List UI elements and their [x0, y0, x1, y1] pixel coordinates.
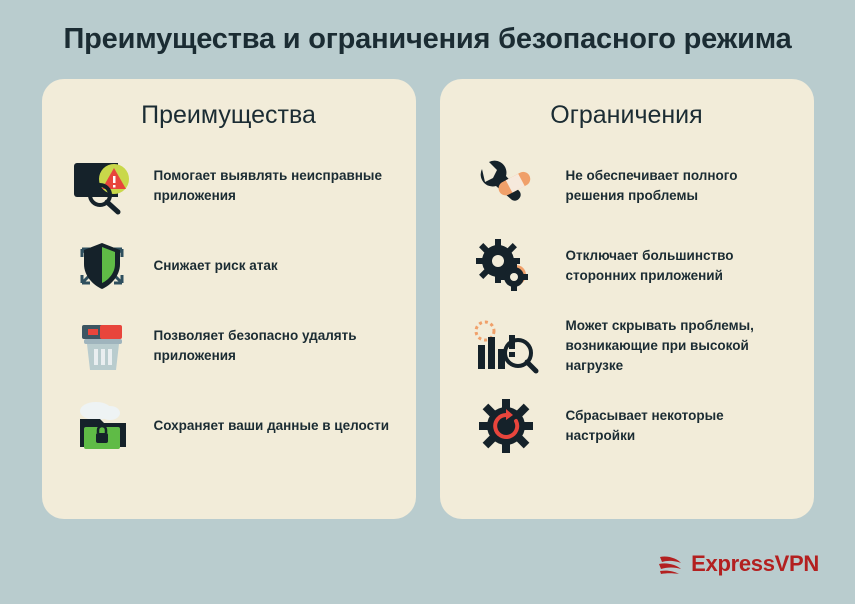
list-item-label: Позволяет безопасно удалять приложения [153, 328, 357, 363]
list-item [466, 386, 788, 466]
gear-reset-icon [466, 393, 548, 459]
warning-laptop-magnifier-icon [68, 153, 146, 219]
limitations-heading: Ограничения [550, 100, 703, 129]
gears-icon [466, 233, 548, 299]
shield-arrows-icon [68, 233, 146, 299]
benefits-card [42, 79, 416, 519]
list-item-label: Сбрасывает некоторые настройки [565, 408, 724, 443]
limitations-card [440, 79, 814, 519]
list-item-label: Не обеспечивает полного решения проблемы [565, 168, 738, 203]
list-item [68, 386, 390, 466]
expressvpn-logo-icon [656, 550, 684, 578]
wrench-bandage-icon [466, 153, 548, 219]
list-item-label: Помогает выявлять неисправные приложения [153, 168, 382, 203]
list-item [68, 146, 390, 226]
trash-bin-icon [68, 313, 146, 379]
benefits-list [68, 146, 390, 466]
limitations-list [466, 146, 788, 466]
list-item-label: Может скрывать проблемы, возникающие при высокой нагрузке [565, 318, 754, 373]
list-item-label: Сохраняет ваши данные в целости [153, 418, 389, 434]
page-title: Преимущества и ограничения безопасного режима [63, 23, 792, 55]
list-item [68, 306, 390, 386]
expressvpn-logo-text: ExpressVPN [691, 551, 819, 576]
expressvpn-logo[interactable] [656, 550, 819, 578]
chart-magnifier-alert-icon [466, 313, 548, 379]
cards-container [0, 79, 855, 519]
list-item-label: Отключает большинство сторонних приложений [565, 248, 734, 283]
list-item [466, 146, 788, 226]
list-item [466, 306, 788, 386]
cloud-folder-lock-icon [68, 393, 146, 459]
list-item-label: Снижает риск атак [153, 258, 278, 274]
list-item [466, 226, 788, 306]
list-item [68, 226, 390, 306]
benefits-heading: Преимущества [141, 100, 316, 129]
